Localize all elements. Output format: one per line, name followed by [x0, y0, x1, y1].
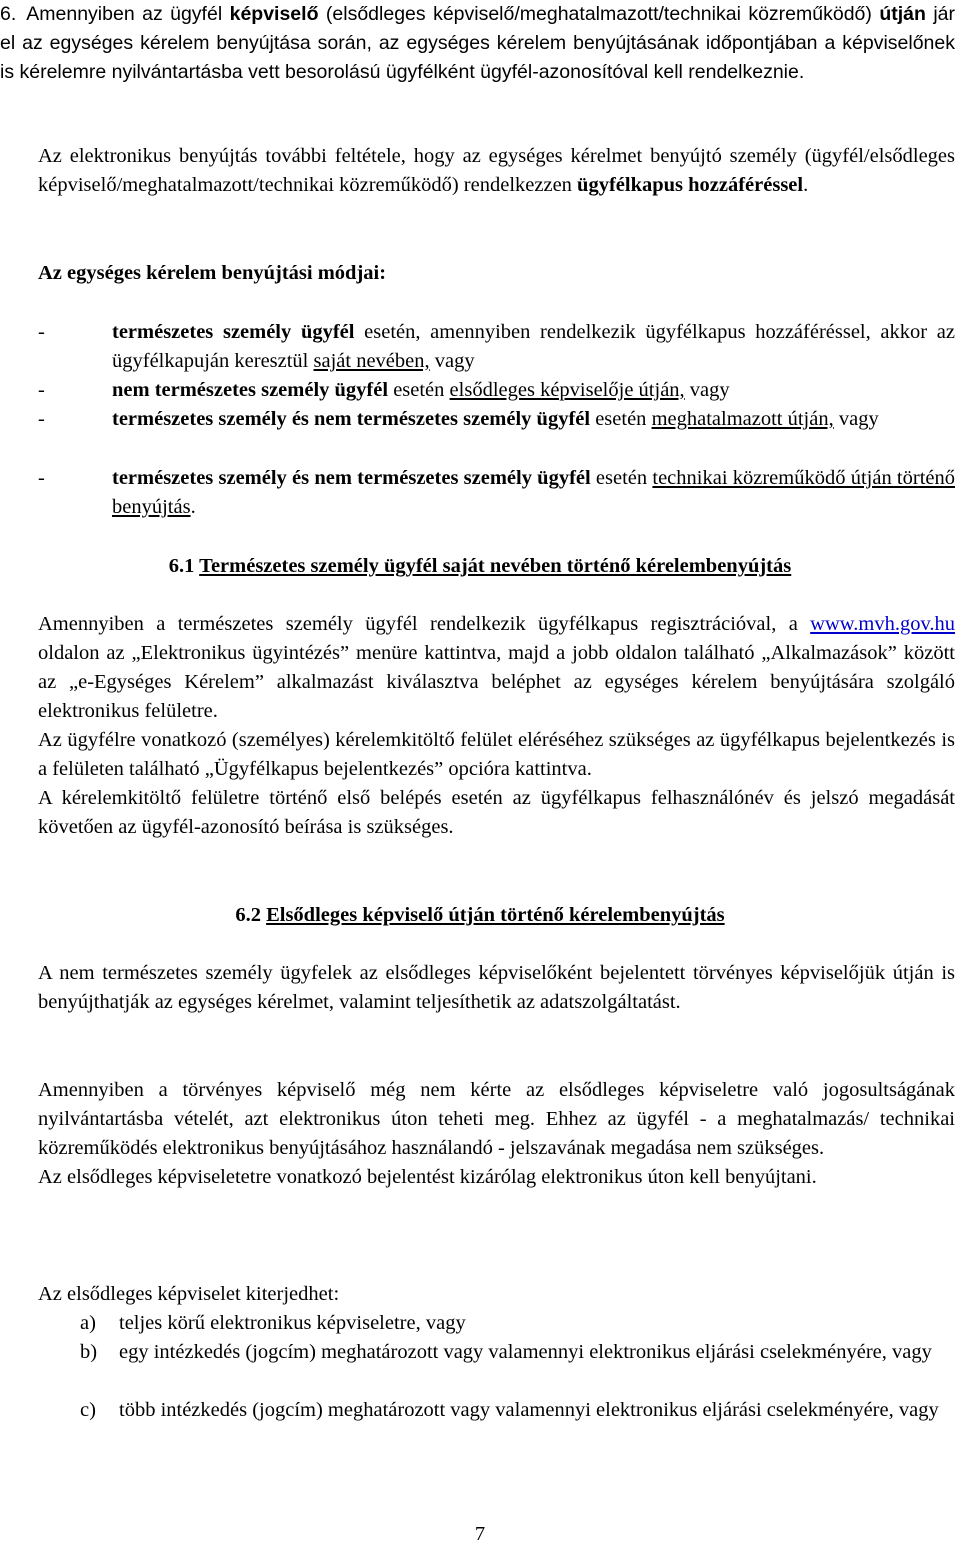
modes-heading: Az egységes kérelem benyújtási módjai:: [38, 262, 387, 284]
section-6-2-title: 6.2 Elsődleges képviselő útján történő kérelembenyújtás: [235, 904, 725, 926]
section-6-1-body: Amennyiben a természetes személy ügyfél rendelkezik ügyfélkapus regisztrációval, a www.mvh.gov.hu oldalon az „Elektronikus ügyintézés” menüre kattintva, majd a jobb oldalon található „Alkalmazások” között az „e-Egységes Kérelem” alkalmazást kiválasztva beléphet az egységes kérelem benyújtására szolgáló elektronikus felületre. Az ügyfélre vonatkozó (személyes) kérelemkitöltő felület eléréséhez szükséges az ügyfélkapus bejelentkezés is a felületen található „Ügyfélkapus bejelentkezés” opcióra kattintva. A kérelemkitöltő felületre történő első belépés esetén az ügyfélkapus felhasználónév és jelszó megadását követően az ügyfél-azonosító beírása is szükséges.: [38, 613, 955, 838]
paragraph-electronic-condition: Az elektronikus benyújtás további feltétele, hogy az egységes kérelmet benyújtó személy (ügyfél/elsődleges képviselő/meghatalmazott/technikai közreműködő) rendelkezzen ügyfélkapus hozzáféréssel.: [38, 145, 955, 196]
section-6-intro: 6. Amennyiben az ügyfél képviselő (elsődleges képviselő/meghatalmazott/technikai közreműködő) útján jár el az egységes kérelem benyújtása során, az egységes kérelem benyújtásának időpontjában a képviselőnek is kérelemre nyilvántartásba vett besorolású ügyfélként ügyfél-azonosítóval kell rendelkeznie.: [0, 3, 956, 83]
section-number: 6.: [0, 3, 17, 25]
section-6-2-body: Amennyiben a törvényes képviselő még nem kérte az elsődleges képviseletre való jogosultságának nyilvántartásba vételét, azt elektronikus úton teheti meg. Ehhez az ügyfél - a meghatalmazás/ technikai közreműködés elektronikus benyújtásához használandó - jelszavának megadása nem szükséges. Az elsődleges képviseletetre vonatkozó bejelentést kizárólag elektronikus úton kell benyújtani.: [38, 1079, 955, 1188]
section-6-1-title: 6.1 Természetes személy ügyfél saját nevében történő kérelembenyújtás: [168, 555, 792, 577]
section-6-2-paragraph: A nem természetes személy ügyfelek az elsődleges képviselőként bejelentett törvényes képviselőjük útján is benyújthatják az egységes kérelmet, valamint teljesíthetik az adatszolgáltatást.: [38, 962, 955, 1013]
page-number: 7: [474, 1523, 486, 1545]
representation-scope-heading: Az elsődleges képviselet kiterjedhet:: [38, 1283, 340, 1305]
mvh-website-link[interactable]: www.mvh.gov.hu: [810, 613, 955, 635]
